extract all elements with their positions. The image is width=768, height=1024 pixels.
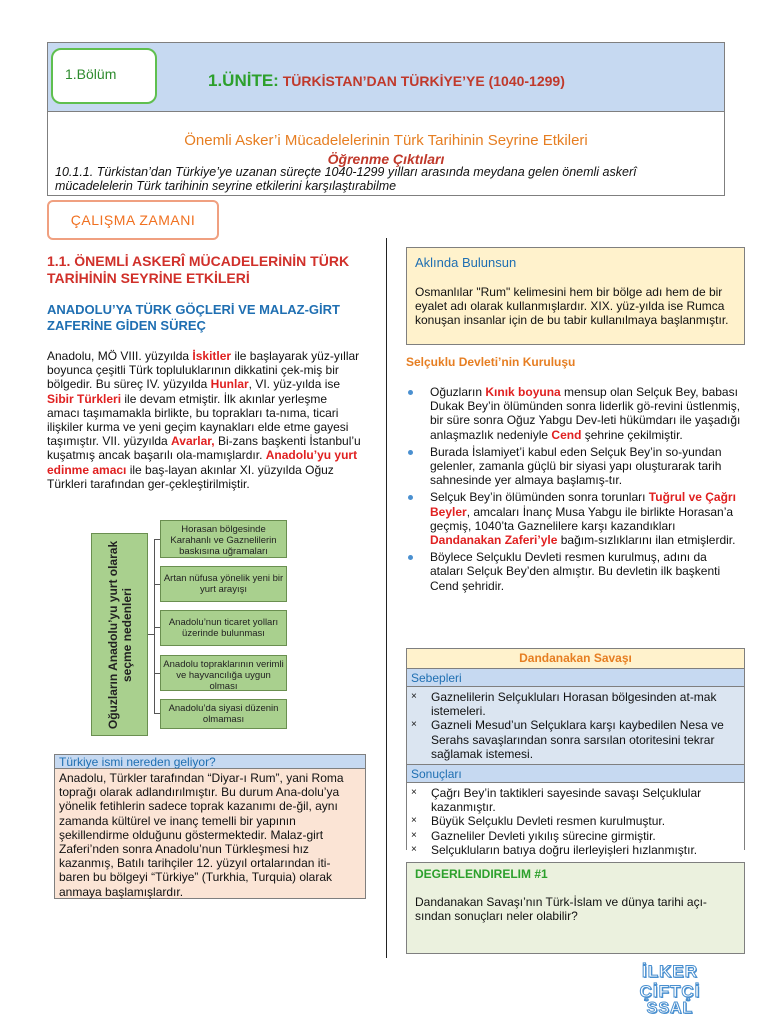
text-run: Bi-zans başkenti İstanbul’u kuşatmış ancak başarılı ola-mamışlardır. [47,434,361,463]
intro-paragraph [47,349,361,491]
highlight-cend: Cend [551,427,582,442]
aklinda-bulunsun-box [406,247,745,345]
diagram-reason-box: Horasan bölgesinde Karahanlı ve Gaznelilerin baskısına uğramaları [160,520,287,558]
list-item [411,829,740,843]
degerlendirelim-box [406,862,745,954]
diagram-reason-box: Anadolu topraklarının verimli ve hayvancılığa uygun olması [160,655,287,691]
turkiye-box-title: Türkiye ismi nereden geliyor? [55,755,365,769]
unit-number: 1.ÜNİTE: [208,71,279,90]
list-item: Böylece Selçuklu Devleti resmen kurulmuş, adını da ataları Selçuk Bey’den almıştır. Bu devletin ilk başkenti Cend şehridir. [408,550,743,593]
list-item [411,843,740,857]
subsection-heading: ANADOLU’YA TÜRK GÖÇLERİ VE MALAZ-GİRT ZAFERİNE GİDEN SÜREÇ [47,302,340,333]
diagram-connector [154,539,155,713]
list-item [411,786,740,814]
sebepler-list [407,687,744,765]
cross-icon: × [411,719,417,731]
text-run: bağım-sızlıklarını ilan etmişlerdir. [557,533,736,548]
text-run: ile başlayarak yüz-yıllar boyunca çeşitli Türk topluluklarının dikkatini çek-miş bir bölgedir. Bu süreç IV. yüzyılda [47,349,360,392]
text-run: şehrine çekilmiştir. [581,427,683,442]
selcuklu-bullet-list [408,385,743,596]
list-item [411,718,740,761]
list-item: Burada İslamiyet’i kabul eden Selçuk Bey’in so-yundan gelenler, zamanla güçlü bir siyasi yapı oluşturarak tarih sahnesinde yer almaya başlamış-tır. [408,445,743,488]
text-run: Anadolu, MÖ VIII. yüzyılda [47,349,193,363]
diagram-main-label: Oğuzların Anadolu’yu yurt olarak seçme nedenleri [105,540,134,729]
text-run: Selçuk Bey’in ölümünden sonra torunları [430,490,649,505]
highlight-kinik: Kınık boyuna [485,385,561,399]
dandanakan-table [406,648,745,857]
list-item-text: Çağrı Bey’in taktikleri sayesinde savaşı Selçuklular kazanmıştır. [431,786,702,815]
unit-title-text: TÜRKİSTAN’DAN TÜRKİYE’YE (1040-1299) [282,73,565,89]
list-item-text: Selçukluların batıya doğru ilerleyişleri hızlanmıştır. [431,842,698,857]
text-run: ile devam etmiştir. İlk akınlar yerleşme amacı taşımamakla birlikte, bu toprakları ta-nıma, ticari ilişkiler kurma ve yeni geçim kaynakları elde etme gayesi taşımıştır. VII. yüzyılda [47,391,349,449]
cross-icon: × [411,787,417,799]
cross-icon: × [411,815,417,827]
column-divider [386,238,387,958]
diagram-main-box [91,533,148,736]
sonuclar-heading: Sonuçları [407,765,744,783]
highlight-anadolu: Anadolu’yu yurt edinme amacı [47,448,358,477]
cross-icon: × [411,829,417,841]
author-name: İLKER ÇİFTÇİ [639,962,701,1001]
text-run: ile baş-layan akınlar XI. yüzyılda Oğuz Türkleri tarafından ger-çekleştirilmiştir. [47,462,334,491]
highlight-iskitler: İskitler [192,349,232,363]
unit-header [47,42,725,112]
highlight-hunlar: Hunlar [210,377,249,392]
text-run: mensup olan Selçuk Bey, babası Dukak Bey’in ölümünden sonra liderlik gö-revini üstlenmiş, bir süre sonra Oğuz Yabgu Dev-leti hükümdarı ile yaşadığı anlaşmazlık nedeniyle [430,385,741,442]
list-item [408,385,743,442]
turkiye-box-text: Anadolu, Türkler tarafından “Diyar-ı Rum”, yani Roma toprağı olarak adlandırılmıştır. Bu durum Ana-dolu’ya yönelik fetihlerin sadece toprak kazanımı de-ğil, aynı zamanda kültürel ve inanç temelli bir yapının şekillendirme olduğunu göstermektedir. Malaz-girt Zaferi’nden sonra Anadolu’nun Türkleşmesi hız kazanmış, Batılı tarihçiler 12. yüzyıl ortalarından iti-baren bu bölgeyi “Türkiye” (Turkhia, Turquia) olarak anmaya başlamışlardır. [59,771,344,899]
aklinda-title: Aklında Bulunsun [415,255,517,270]
highlight-avarlar: Avarlar, [171,434,215,449]
diagram-reason-box: Anadolu’da siyasi düzenin olmaması [160,699,287,729]
author-subtitle: SSAL [646,1000,694,1017]
list-item-text: Gazneli Mesud’un Selçuklara karşı kaybedilen Nesa ve Serahs savaşlarından sonra sarsılan otoritesini tekrar sağlamak istemesi. [431,718,724,761]
outcomes-title: Öğrenme Çıktıları [327,151,445,167]
list-item [408,490,743,547]
list-item-text: Gaznelilerin Selçukluları Horasan bölgesinden at-mak istemeleri. [431,690,717,719]
cross-icon: × [411,843,417,855]
text-run: Oğuzların [430,385,486,399]
text-run: , amcaları İnanç Musa Yabgu ile birlikte Horasan’a geçmiş, 1040’ta Gaznelilere karşı kazandıkları [430,504,734,533]
degerlendirelim-title: DEGERLENDIRELIM #1 [415,867,548,881]
turkiye-info-box [54,754,366,899]
text-run: , VI. yüz-yılda ise [248,377,341,392]
bolum-label: 1.Bölüm [51,48,157,104]
learning-outcomes-box [47,112,725,196]
list-item [411,814,740,828]
unit-title [208,71,565,91]
list-item [411,690,740,718]
sonuclar-list [407,783,744,860]
sebepler-heading: Sebepleri [407,669,744,687]
selcuklu-heading: Selçuklu Devleti’nin Kuruluşu [406,355,576,369]
list-item-text: Gazneliler Devleti yıkılış sürecine girmiştir. [431,828,656,843]
highlight-tugrul: Tuğrul ve Çağrı Beyler [430,490,736,519]
diagram-reason-box: Artan nüfusa yönelik yeni bir yurt arayışı [160,566,287,602]
section-subtitle: Önemli Asker’i Mücadelelerinin Türk Tarihinin Seyrine Etkileri [184,132,588,149]
section-heading: 1.1. ÖNEMLİ ASKERÎ MÜCADELERİNİN TÜRK TARİHİNİN SEYRİNE ETKİLERİ [47,253,350,286]
dandanakan-title: Dandanakan Savaşı [407,649,744,669]
diagram-reason-box: Anadolu’nun ticaret yolları üzerinde bulunması [160,610,287,646]
highlight-dandanakan: Dandanakan Zaferi’yle [430,533,558,548]
list-item-text: Büyük Selçuklu Devleti resmen kurulmuştur. [431,814,666,829]
outcomes-text: 10.1.1. Türkistan’dan Türkiye’ye uzanan süreçte 1040-1299 yılları arasında meydana gelen önemli askerî mücadelelerin Türk tarihinin seyrine etkilerini karşılaştırabilme [55,165,637,193]
highlight-sibir: Sibir Türkleri [47,391,122,406]
calisma-zamani-badge: ÇALIŞMA ZAMANI [47,200,219,240]
degerlendirelim-question: Dandanakan Savaşı’nın Türk-İslam ve dünya tarihi açı-sından sonuçları neler olabilir? [415,895,707,924]
cross-icon: × [411,691,417,702]
aklinda-text: Osmanlılar "Rum" kelimesini hem bir bölge adı hem de bir eyalet adı olarak kullanmışlardır. XIX. yüz-yılda ise Rumca konuşan insanlar için de bu tabir kullanılmaya başlanmıştır. [415,285,729,327]
